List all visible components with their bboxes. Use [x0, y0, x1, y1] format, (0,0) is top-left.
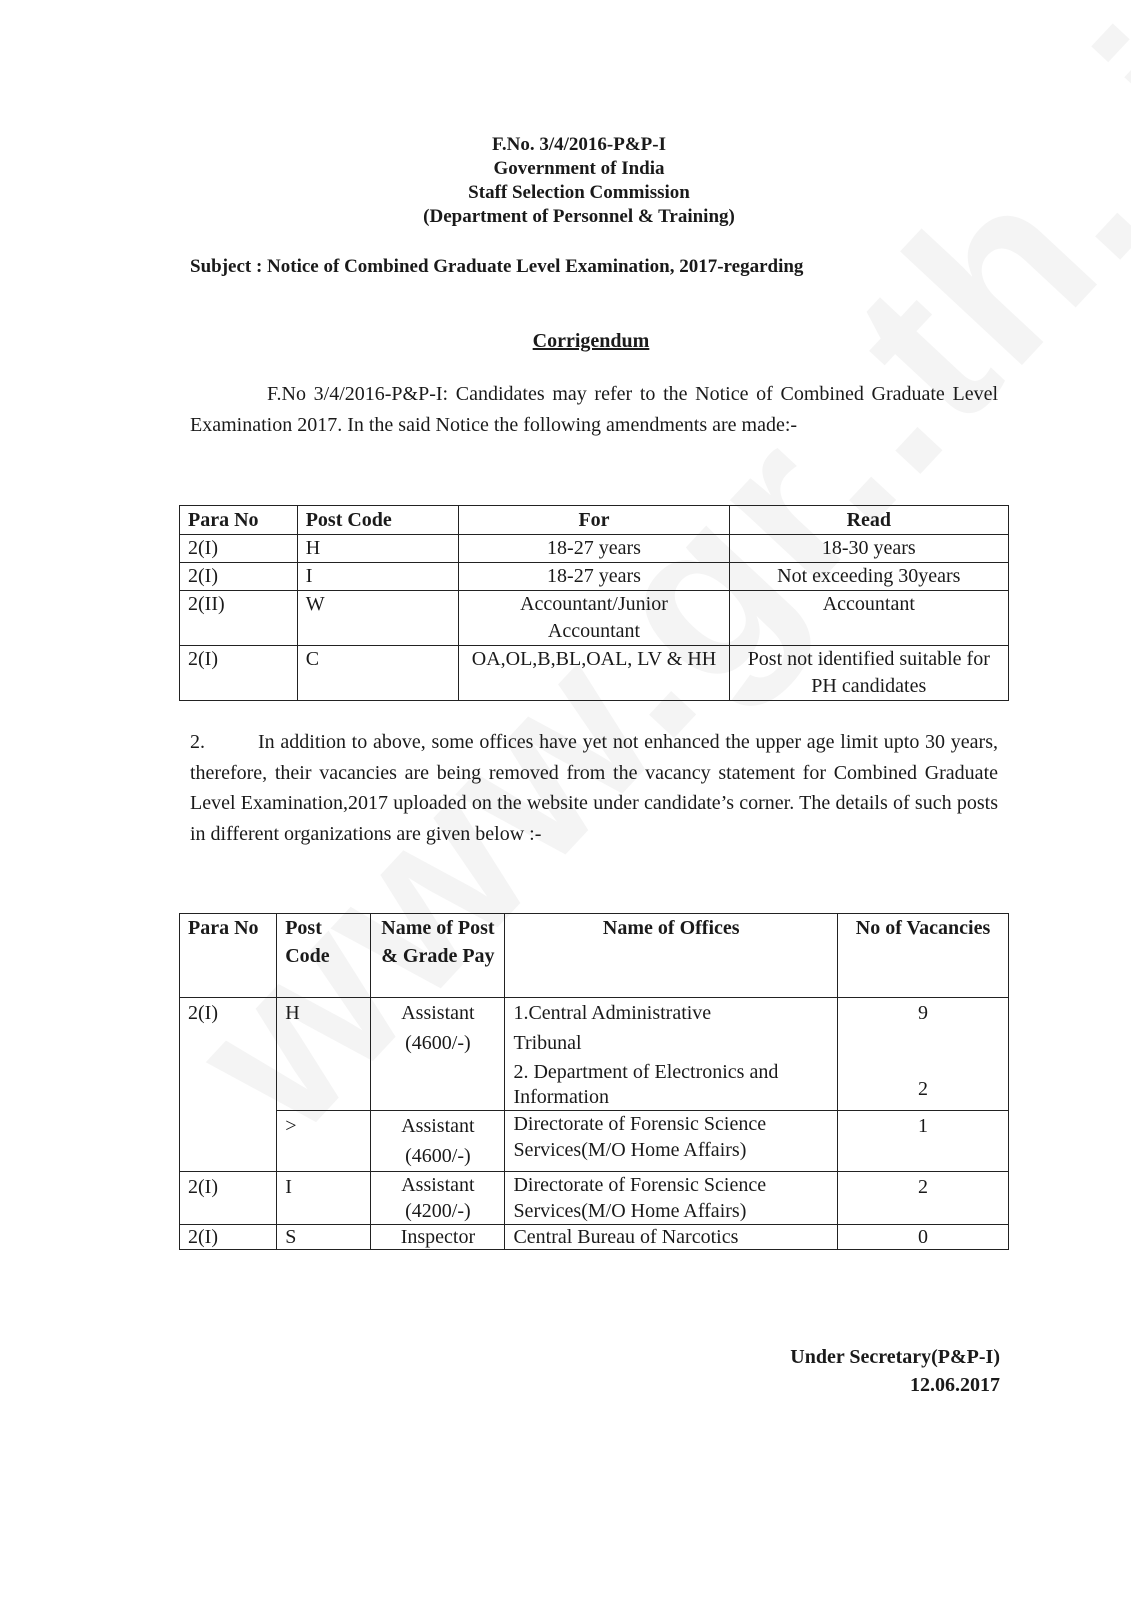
cell-para-no: 2(I) — [180, 646, 298, 701]
cell-for: OA,OL,B,BL,OAL, LV & HH — [459, 646, 729, 701]
col-header-post-grade-pay: Name of Post & Grade Pay — [371, 914, 505, 998]
paragraph-2 — [190, 727, 998, 849]
vacancy-count: 9 — [918, 1002, 929, 1024]
cell-vacancies: 2 — [838, 1172, 1009, 1225]
table-row — [180, 646, 1009, 701]
cell-para-no: 2(I) — [180, 563, 298, 591]
office-item: 2. Department of Electronics and Information — [513, 1061, 779, 1108]
table-row — [180, 998, 1009, 1111]
col-header-para-no: Para No — [180, 914, 277, 998]
col-header-offices: Name of Offices — [505, 914, 838, 998]
table-row — [180, 1111, 1009, 1172]
cell-read: Accountant — [729, 591, 1008, 646]
intro-paragraph: F.No 3/4/2016-P&P-I: Candidates may refer to the Notice of Combined Graduate Level Examination 2017. In the said Notice the following amendments are made:- — [190, 383, 998, 436]
cell-post-code: H — [277, 998, 371, 1111]
cell-para-no: 2(I) — [180, 1172, 277, 1225]
paragraph-2-text: In addition to above, some offices have yet not enhanced the upper age limit upto 30 years, therefore, their vacancies are being removed from the vacancy statement for Combined Graduate Level Examination,2017 uploaded on the website under candidate’s corner. The details of such posts in different organizations are given below :- — [190, 731, 998, 845]
table-row — [180, 535, 1009, 563]
cell-post: Assistant (4600/-) — [371, 1111, 505, 1172]
cell-for: Accountant/Junior Accountant — [459, 591, 729, 646]
cell-offices — [505, 998, 838, 1111]
cell-vacancies: 0 — [838, 1225, 1009, 1250]
amendments-table — [179, 505, 1009, 701]
cell-offices: Central Bureau of Narcotics — [505, 1225, 838, 1250]
cell-vacancies — [838, 998, 1009, 1111]
subject-line: Subject : Notice of Combined Graduate Level Examination, 2017-regarding — [190, 256, 804, 277]
cell-para-no: 2(II) — [180, 591, 298, 646]
table-row — [180, 1225, 1009, 1250]
cell-for: 18-27 years — [459, 563, 729, 591]
vacancy-count: 2 — [918, 1078, 929, 1100]
cell-post-code: I — [297, 563, 459, 591]
cell-para-no: 2(I) — [180, 998, 277, 1172]
cell-post-code: H — [297, 535, 459, 563]
table-row — [180, 591, 1009, 646]
cell-read: Post not identified suitable for PH candidates — [729, 646, 1008, 701]
cell-offices: Directorate of Forensic Science Services(M/O Home Affairs) — [505, 1172, 838, 1225]
cell-post-code: C — [297, 646, 459, 701]
table-row — [180, 1172, 1009, 1225]
table-row — [180, 563, 1009, 591]
government-name: Government of India — [493, 158, 665, 179]
cell-for: 18-27 years — [459, 535, 729, 563]
table-header-row — [180, 506, 1009, 535]
cell-read: 18-30 years — [729, 535, 1008, 563]
office-item: 1.Central Administrative Tribunal — [513, 1002, 712, 1054]
cell-post-code: S — [277, 1225, 371, 1250]
vacancies-table — [179, 913, 1009, 1250]
col-header-post-code: Post Code — [277, 914, 371, 998]
department-name: (Department of Personnel & Training) — [423, 206, 735, 227]
signature-date: 12.06.2017 — [910, 1374, 1000, 1396]
col-header-for: For — [459, 506, 729, 535]
cell-vacancies: 1 — [838, 1111, 1009, 1172]
document-title: Corrigendum — [532, 330, 650, 352]
commission-name: Staff Selection Commission — [468, 182, 690, 203]
cell-post: Inspector — [371, 1225, 505, 1250]
cell-post-code: W — [297, 591, 459, 646]
file-number: F.No. 3/4/2016-P&P-I — [492, 134, 666, 155]
document-header — [0, 133, 1131, 229]
signatory-designation: Under Secretary(P&P-I) — [790, 1346, 1000, 1368]
cell-post-code: I — [277, 1172, 371, 1225]
cell-offices: Directorate of Forensic Science Services(M/O Home Affairs) — [505, 1111, 838, 1172]
cell-para-no: 2(I) — [180, 535, 298, 563]
table-header-row — [180, 914, 1009, 998]
cell-post-code: > — [277, 1111, 371, 1172]
cell-read: Not exceeding 30years — [729, 563, 1008, 591]
paragraph-number: 2. — [190, 731, 205, 753]
cell-post: Assistant (4200/-) — [371, 1172, 505, 1225]
col-header-para-no: Para No — [180, 506, 298, 535]
col-header-vacancies: No of Vacancies — [838, 914, 1009, 998]
col-header-read: Read — [729, 506, 1008, 535]
cell-para-no: 2(I) — [180, 1225, 277, 1250]
signature-block — [700, 1343, 1000, 1399]
cell-post: Assistant (4600/-) — [371, 998, 505, 1111]
col-header-post-code: Post Code — [297, 506, 459, 535]
